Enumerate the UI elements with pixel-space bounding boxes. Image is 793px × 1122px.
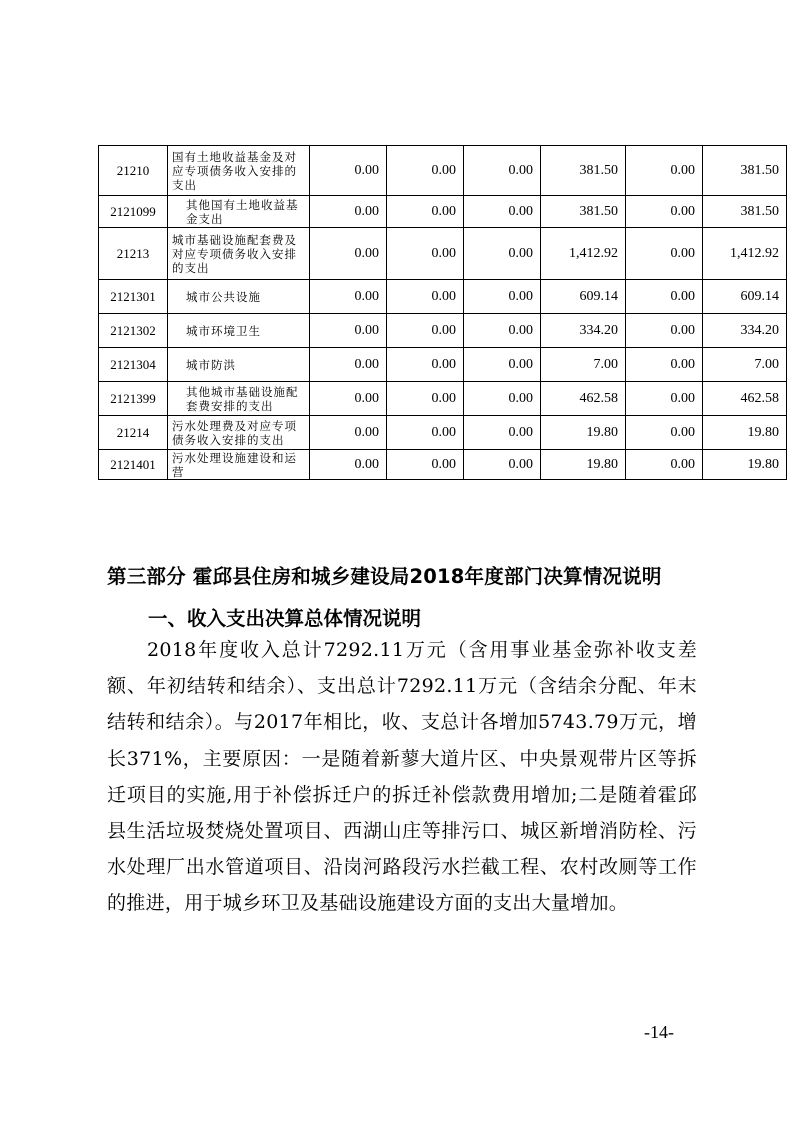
row-value: 0.00 (310, 314, 387, 348)
row-name: 污水处理设施建设和运营 (168, 450, 310, 480)
row-value: 0.00 (310, 382, 387, 416)
row-value: 0.00 (464, 314, 541, 348)
row-value: 0.00 (387, 450, 464, 480)
row-value: 19.80 (703, 450, 787, 480)
sub-title: 一、收入支出决算总体情况说明 (148, 607, 422, 630)
row-value: 0.00 (310, 280, 387, 314)
row-value: 0.00 (626, 280, 703, 314)
row-value: 0.00 (626, 348, 703, 382)
row-value: 0.00 (464, 450, 541, 480)
row-value: 1,412.92 (703, 228, 787, 280)
row-value: 0.00 (310, 146, 387, 196)
row-value: 0.00 (387, 382, 464, 416)
row-name: 国有土地收益基金及对应专项债务收入安排的支出 (168, 146, 310, 196)
row-value: 0.00 (387, 196, 464, 228)
row-value: 0.00 (310, 348, 387, 382)
budget-table (98, 145, 787, 480)
row-value: 0.00 (626, 450, 703, 480)
row-value: 0.00 (310, 416, 387, 450)
row-value: 334.20 (703, 314, 787, 348)
row-value: 0.00 (626, 416, 703, 450)
row-value: 19.80 (541, 450, 626, 480)
row-name: 其他城市基础设施配套费安排的支出 (168, 382, 310, 416)
row-value: 381.50 (703, 146, 787, 196)
body-paragraph: 2018年度收入总计7292.11万元（含用事业基金弥补收支差额、年初结转和结余）、支出总计7292.11万元（含结余分配、年末结转和结余）。与2017年相比，收、支总计各增加5743.79万元，增长371%，主要原因：一是随着新蓼大道片区、中央景观带片区等拆迁项目的实施,用于补偿拆迁户的拆迁补偿款费用增加;二是随着霍邱县生活垃圾焚烧处置项目、西湖山庄等排污口、城区新增消防栓、污水处理厂出水管道项目、沿岗河路段污水拦截工程、农村改厕等工作的推进，用于城乡环卫及基础设施建设方面的支出大量增加。 (107, 639, 697, 915)
row-value: 7.00 (703, 348, 787, 382)
row-value: 0.00 (464, 228, 541, 280)
row-value: 0.00 (387, 348, 464, 382)
row-value: 0.00 (310, 228, 387, 280)
row-value: 0.00 (387, 280, 464, 314)
row-value: 609.14 (541, 280, 626, 314)
row-code: 2121302 (99, 314, 168, 348)
row-value: 0.00 (626, 228, 703, 280)
row-code: 2121304 (99, 348, 168, 382)
row-value: 0.00 (626, 146, 703, 196)
row-value: 0.00 (387, 228, 464, 280)
row-value: 0.00 (387, 416, 464, 450)
table-row (99, 314, 787, 348)
row-value: 0.00 (626, 196, 703, 228)
row-value: 0.00 (464, 146, 541, 196)
section-title: 第三部分 霍邱县住房和城乡建设局2018年度部门决算情况说明 (107, 565, 662, 588)
row-value: 7.00 (541, 348, 626, 382)
row-value: 609.14 (703, 280, 787, 314)
row-code: 2121099 (99, 196, 168, 228)
row-name: 城市防洪 (168, 348, 310, 382)
table-row (99, 228, 787, 280)
row-value: 381.50 (703, 196, 787, 228)
row-value: 334.20 (541, 314, 626, 348)
row-value: 0.00 (387, 146, 464, 196)
row-code: 21213 (99, 228, 168, 280)
row-value: 0.00 (626, 382, 703, 416)
row-value: 19.80 (541, 416, 626, 450)
table-row (99, 146, 787, 196)
table-row (99, 196, 787, 228)
table-body (99, 146, 787, 480)
row-name: 其他国有土地收益基金支出 (168, 196, 310, 228)
page-number: -14- (644, 1022, 674, 1042)
row-code: 21210 (99, 146, 168, 196)
row-value: 0.00 (464, 382, 541, 416)
row-code: 2121399 (99, 382, 168, 416)
row-value: 0.00 (464, 280, 541, 314)
row-value: 0.00 (310, 196, 387, 228)
table-row (99, 280, 787, 314)
row-code: 2121301 (99, 280, 168, 314)
row-value: 0.00 (626, 314, 703, 348)
row-value: 462.58 (703, 382, 787, 416)
row-code: 21214 (99, 416, 168, 450)
row-value: 0.00 (464, 416, 541, 450)
row-value: 19.80 (703, 416, 787, 450)
row-value: 0.00 (310, 450, 387, 480)
row-value: 462.58 (541, 382, 626, 416)
row-name: 污水处理费及对应专项债务收入安排的支出 (168, 416, 310, 450)
row-value: 381.50 (541, 146, 626, 196)
table-row (99, 416, 787, 450)
row-value: 0.00 (387, 314, 464, 348)
row-name: 城市公共设施 (168, 280, 310, 314)
row-value: 0.00 (464, 196, 541, 228)
row-value: 381.50 (541, 196, 626, 228)
row-name: 城市环境卫生 (168, 314, 310, 348)
table-row (99, 382, 787, 416)
row-value: 1,412.92 (541, 228, 626, 280)
table-row (99, 450, 787, 480)
table-row (99, 348, 787, 382)
row-name: 城市基础设施配套费及对应专项债务收入安排的支出 (168, 228, 310, 280)
row-code: 2121401 (99, 450, 168, 480)
row-value: 0.00 (464, 348, 541, 382)
